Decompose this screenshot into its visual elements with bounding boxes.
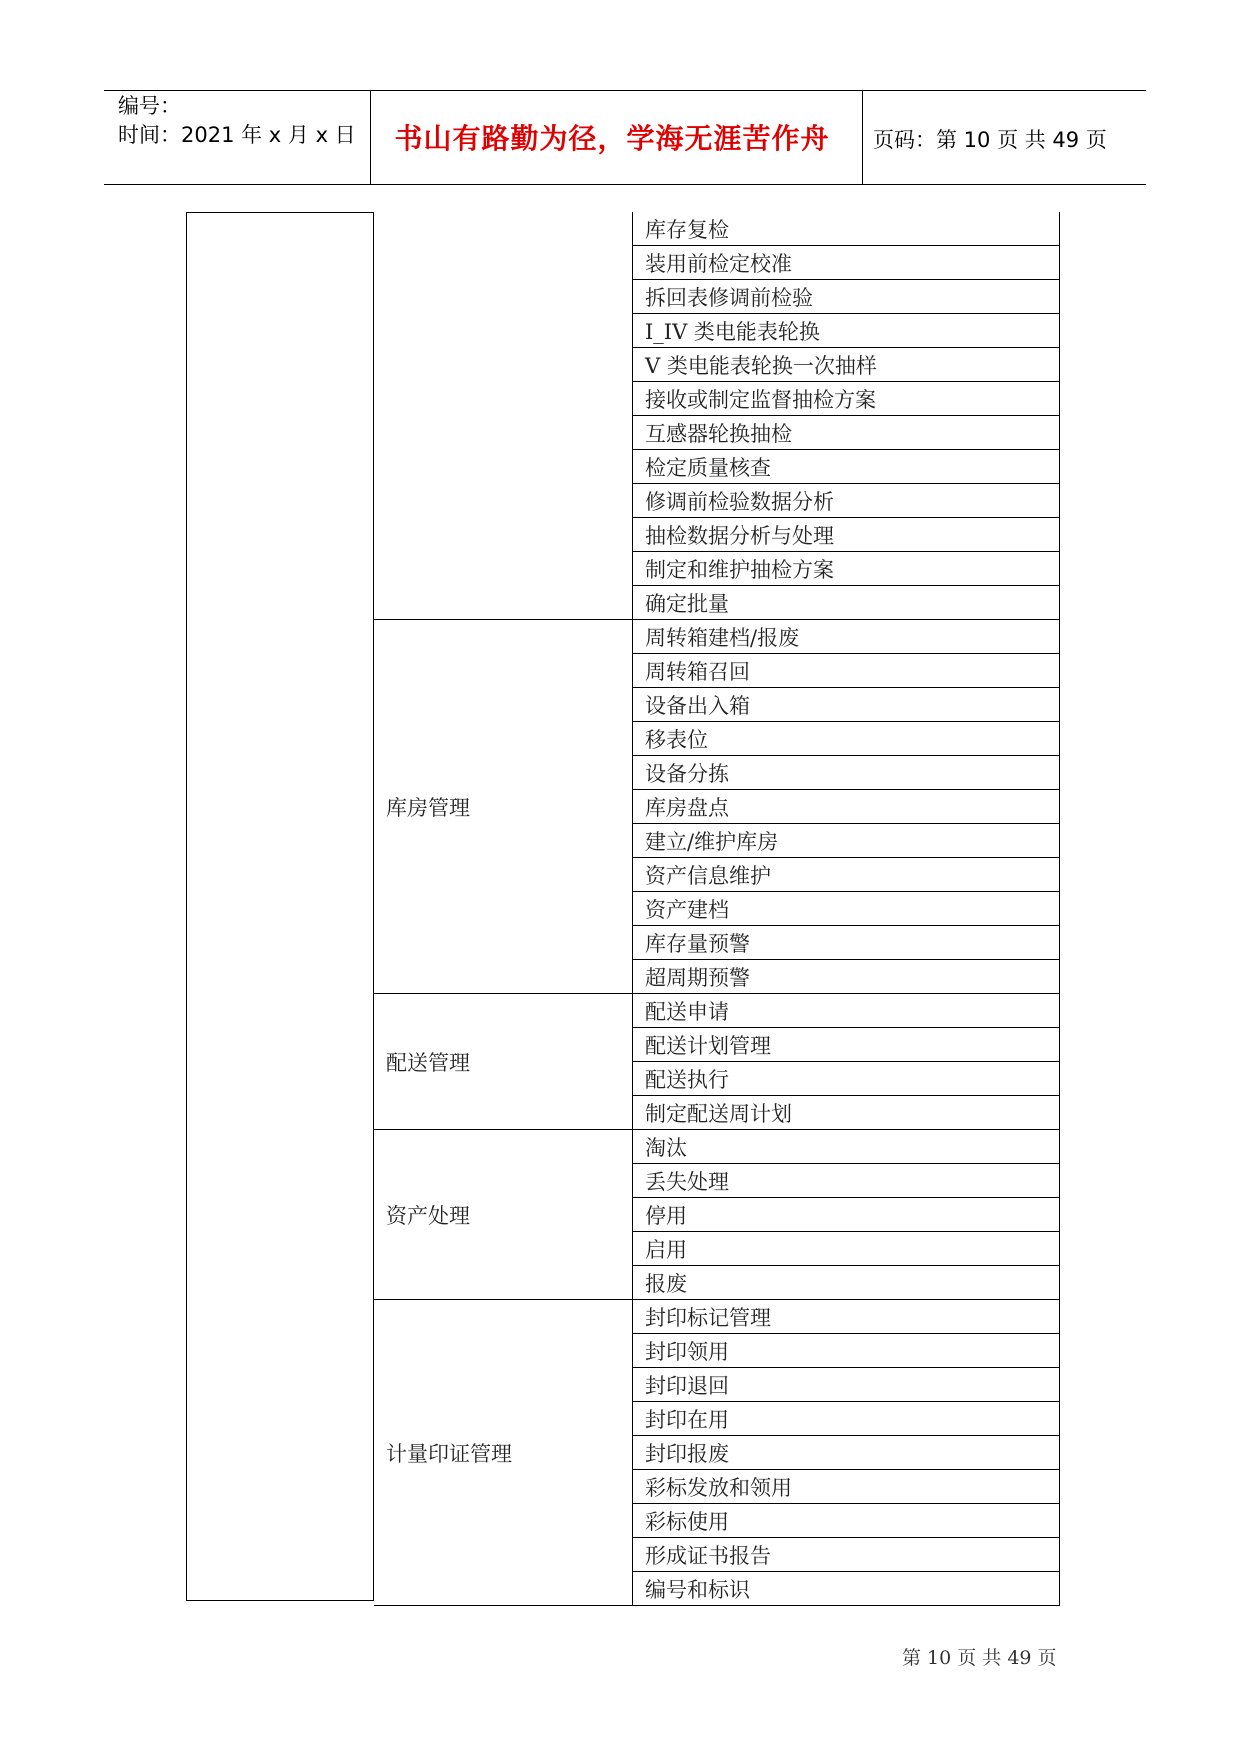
function-item: 报废 [645,1271,687,1296]
category-label: 资产处理 [386,1203,470,1228]
header-bottom-rule [104,184,1146,185]
function-item: 接收或制定监督抽检方案 [645,387,876,412]
header-motto: 书山有路勤为径，学海无涯苦作舟 [394,122,830,155]
table-category-cell [374,1300,633,1606]
function-item: 配送执行 [645,1067,729,1092]
table-row [633,994,1060,1028]
table-row [633,1266,1060,1300]
table-row [633,926,1060,960]
function-item: 资产建档 [645,897,729,922]
table-row [633,722,1060,756]
table-category-cell [374,212,633,620]
function-item: 设备出入箱 [645,693,750,718]
function-item: 停用 [645,1203,687,1228]
function-item: 设备分拣 [645,761,729,786]
document-time-label: 时间：2021 年 x 月 x 日 [118,123,356,147]
function-item: 超周期预警 [645,965,750,990]
table-row [633,1572,1060,1606]
function-item: 封印在用 [645,1407,729,1432]
function-item: 制定和维护抽检方案 [645,557,834,582]
function-item: 封印领用 [645,1339,729,1364]
table-row [633,246,1060,280]
header-divider-right [862,90,863,185]
function-item: 封印退回 [645,1373,729,1398]
table-row [633,416,1060,450]
function-item: 封印标记管理 [645,1305,771,1330]
function-item: 移表位 [645,727,708,752]
function-item: 编号和标识 [645,1577,750,1602]
table-outer-column [186,212,374,1601]
function-item: 库存复检 [645,217,729,242]
table-row [633,382,1060,416]
table-row [633,892,1060,926]
table-row [633,280,1060,314]
page-footer: 第 10 页 共 49 页 [902,1647,1057,1669]
header-page-number: 页码：第 10 页 共 49 页 [873,128,1107,152]
function-item: 确定批量 [645,591,729,616]
table-category-cell [374,994,633,1130]
header-top-rule [104,90,1146,91]
function-item: 互感器轮换抽检 [645,421,792,446]
function-item: 配送计划管理 [645,1033,771,1058]
table-row [633,586,1060,620]
category-label: 库房管理 [386,795,470,820]
table-row [633,1130,1060,1164]
document-number-label: 编号： [118,94,181,118]
function-item: 库房盘点 [645,795,729,820]
table-row [633,1402,1060,1436]
table-row [633,518,1060,552]
function-item: 启用 [645,1237,687,1262]
function-item: 拆回表修调前检验 [645,285,813,310]
category-label: 配送管理 [386,1050,470,1075]
function-item: 抽检数据分析与处理 [645,523,834,548]
function-item: 封印报废 [645,1441,729,1466]
function-item: 配送申请 [645,999,729,1024]
table-row [633,1096,1060,1130]
table-row [633,212,1060,246]
table-row [633,1164,1060,1198]
function-item: 彩标发放和领用 [645,1475,792,1500]
function-item: 丢失处理 [645,1169,729,1194]
function-item: 彩标使用 [645,1509,729,1534]
function-item: 建立/维护库房 [645,829,779,854]
function-item: V 类电能表轮换一次抽样 [645,353,877,378]
table-row [633,824,1060,858]
function-item: 制定配送周计划 [645,1101,792,1126]
table-row [633,620,1060,654]
table-row [633,858,1060,892]
table-row [633,790,1060,824]
function-item: 检定质量核查 [645,455,771,480]
table-row [633,484,1060,518]
function-item: 形成证书报告 [645,1543,771,1568]
function-item: 修调前检验数据分析 [645,489,834,514]
table-row [633,688,1060,722]
table-row [633,1334,1060,1368]
function-item: I_IV 类电能表轮换 [645,319,820,344]
table-row [633,450,1060,484]
table-row [633,348,1060,382]
table-row [633,1368,1060,1402]
table-row [633,756,1060,790]
table-row [633,1436,1060,1470]
table-row [633,1538,1060,1572]
function-item: 周转箱召回 [645,659,750,684]
table-row [633,1028,1060,1062]
function-item: 装用前检定校准 [645,251,792,276]
header-divider-left [370,90,371,185]
table-row [633,1470,1060,1504]
header-meta [118,92,356,150]
category-label: 计量印证管理 [386,1441,512,1466]
function-item: 淘汰 [645,1135,687,1160]
function-item: 资产信息维护 [645,863,771,888]
function-item: 库存量预警 [645,931,750,956]
table-row [633,654,1060,688]
table-row [633,1232,1060,1266]
table-category-cell [374,620,633,994]
table-row [633,1504,1060,1538]
table-row [633,314,1060,348]
table-row [633,1300,1060,1334]
table-category-cell [374,1130,633,1300]
table-row [633,1198,1060,1232]
table-row [633,960,1060,994]
table-row [633,1062,1060,1096]
function-item: 周转箱建档/报废 [645,625,800,650]
table-row [633,552,1060,586]
